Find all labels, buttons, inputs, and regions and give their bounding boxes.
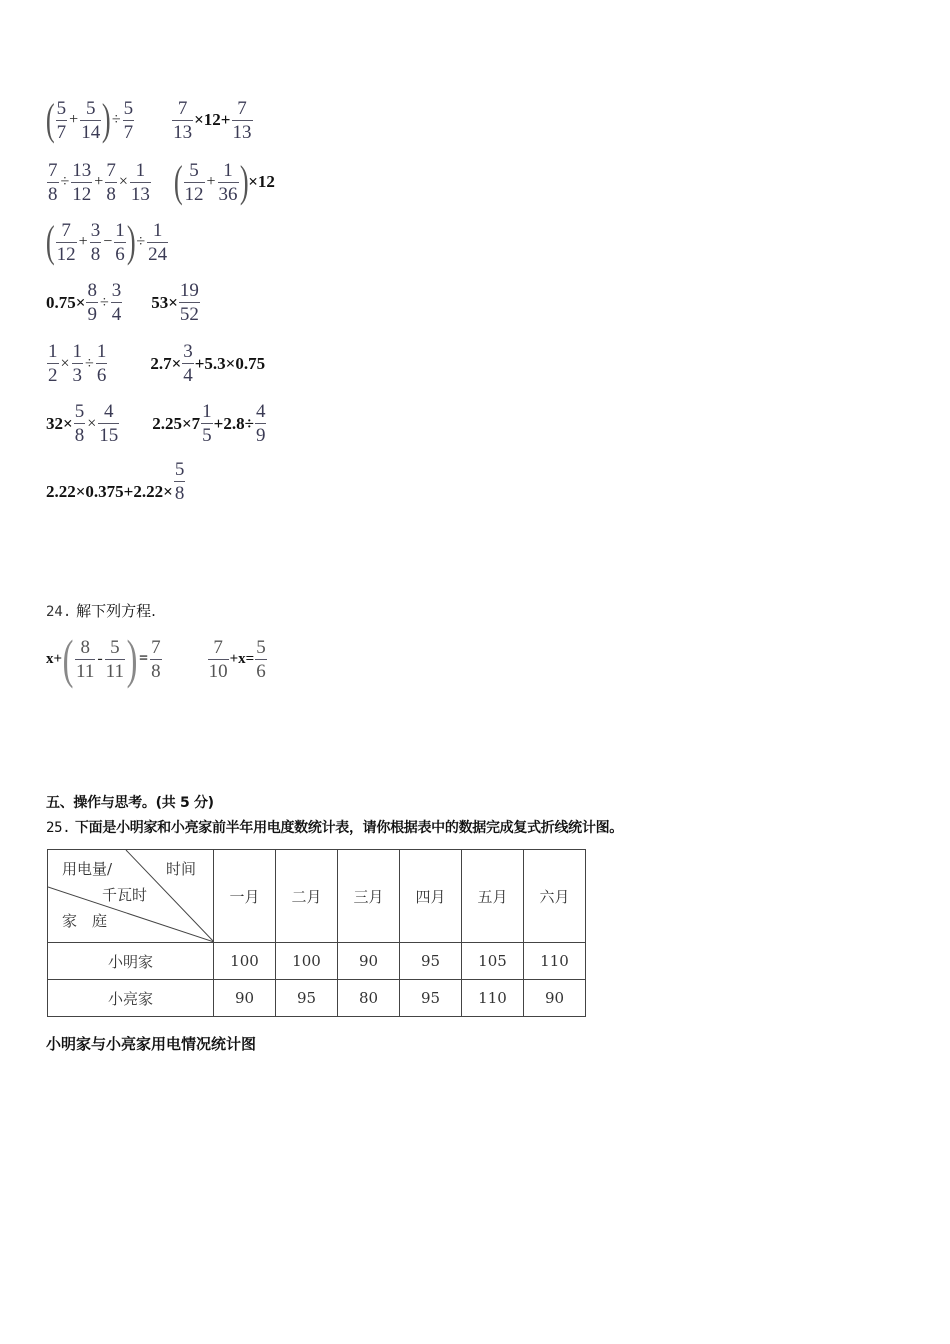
denominator: 13	[232, 121, 252, 143]
numerator: 7	[48, 159, 58, 181]
left-paren: (	[62, 629, 74, 689]
numerator: 4	[255, 401, 266, 422]
expression-text: 2.7×	[150, 353, 182, 373]
denominator: 7	[123, 121, 134, 143]
numerator: 1	[223, 159, 233, 181]
numerator: 1	[135, 159, 146, 181]
expression-5a	[46, 342, 108, 385]
fraction	[98, 402, 119, 445]
numerator: 3	[111, 280, 122, 301]
denominator: 11	[76, 660, 95, 682]
denominator: 8	[174, 483, 185, 504]
fraction	[47, 342, 59, 385]
header-label-unit: 千瓦时	[102, 886, 148, 904]
fraction	[255, 402, 267, 445]
expression-text: +5.3×0.75	[194, 353, 266, 373]
denominator: 11	[105, 660, 124, 682]
expression-text: 2.22×0.375+2.22×	[46, 481, 173, 501]
operator: -	[97, 650, 103, 667]
operator: ×	[60, 354, 70, 372]
problem-row-4	[46, 281, 201, 324]
numerator: 7	[151, 636, 161, 658]
expression-1a	[45, 95, 135, 144]
denominator: 9	[255, 425, 266, 446]
numerator: 5	[174, 459, 185, 480]
fraction	[201, 402, 213, 445]
fraction	[174, 460, 186, 503]
numerator: 5	[189, 159, 199, 181]
numerator: 7	[61, 219, 71, 241]
month-header: 六月	[524, 850, 586, 943]
right-paren: )	[126, 629, 138, 689]
question-text: 解下列方程.	[76, 602, 156, 620]
numerator: 4	[103, 401, 114, 422]
numerator: 3	[90, 219, 101, 241]
table-cell: 100	[276, 943, 338, 980]
equation-1	[46, 629, 163, 689]
month-header: 一月	[214, 850, 276, 943]
month-header: 三月	[338, 850, 400, 943]
table-cell: 100	[214, 943, 276, 980]
expression-text: 32×	[46, 413, 73, 433]
numerator: 7	[213, 636, 223, 658]
fraction	[47, 161, 59, 204]
question-text: 下面是小明家和小亮家前半年用电度数统计表，请你根据表中的数据完成复式折线统计图。	[74, 820, 623, 836]
operator: ×	[87, 414, 97, 432]
expression-4a	[46, 281, 123, 324]
fraction	[147, 221, 168, 264]
expression-text: x+	[46, 650, 63, 667]
question-25-text	[46, 817, 623, 837]
fraction	[105, 638, 125, 681]
fraction	[56, 221, 77, 264]
problem-row-3	[45, 217, 169, 266]
question-24-title	[46, 600, 156, 621]
fraction	[90, 221, 102, 264]
expression-6b	[152, 402, 267, 445]
denominator: 13	[173, 121, 193, 143]
denominator: 4	[183, 365, 193, 386]
denominator: 6	[256, 660, 266, 682]
expression-5b	[150, 342, 265, 385]
operator: ÷	[85, 354, 94, 372]
numerator: 5	[256, 636, 266, 658]
denominator: 8	[106, 183, 116, 205]
right-paren: )	[102, 95, 111, 144]
table-cell: 80	[338, 980, 400, 1017]
numerator: 13	[72, 159, 92, 181]
numerator: 8	[80, 636, 90, 658]
operator: ÷	[136, 233, 146, 250]
section-5-title: 五、操作与思考。(共 5 分)	[46, 795, 214, 811]
fraction	[111, 281, 123, 324]
equation-row	[46, 629, 268, 689]
denominator: 6	[115, 243, 125, 265]
numerator: 7	[177, 97, 188, 119]
fraction	[130, 161, 151, 204]
operator: +	[69, 111, 79, 128]
header-label-time: 时间	[166, 860, 197, 878]
table-cell: 90	[214, 980, 276, 1017]
equation-2	[207, 638, 268, 681]
denominator: 4	[111, 304, 122, 325]
left-paren: (	[173, 157, 183, 206]
denominator: 8	[48, 183, 58, 205]
fraction	[114, 221, 126, 264]
fraction	[184, 161, 205, 204]
equals-sign: =	[138, 650, 149, 667]
expression-text: 53×	[151, 292, 178, 312]
table-cell: 95	[400, 980, 462, 1017]
numerator: 7	[106, 159, 116, 181]
problem-row-5	[46, 342, 265, 385]
fraction	[208, 638, 229, 681]
expression-2b	[173, 157, 275, 206]
expression-4b	[151, 281, 201, 324]
right-paren: )	[126, 217, 136, 266]
family-name: 小明家	[48, 943, 214, 980]
fraction	[232, 99, 253, 142]
denominator: 8	[151, 660, 161, 682]
numerator: 1	[202, 401, 212, 422]
table-cell: 90	[524, 980, 586, 1017]
operator: ×	[118, 173, 128, 190]
fraction	[179, 281, 200, 324]
numerator: 5	[123, 97, 134, 119]
month-header: 四月	[400, 850, 462, 943]
table-cell: 110	[462, 980, 524, 1017]
numerator: 5	[56, 97, 67, 119]
numerator: 1	[96, 341, 107, 362]
header-label-usage: 用电量/	[62, 860, 113, 878]
denominator: 8	[74, 425, 85, 446]
fraction	[74, 402, 86, 445]
fraction	[96, 342, 108, 385]
expression-2a	[46, 161, 152, 204]
operator: +	[94, 173, 104, 190]
fraction	[86, 281, 98, 324]
denominator: 7	[56, 121, 67, 143]
operator: +	[206, 173, 216, 190]
table-cell: 105	[462, 943, 524, 980]
table-cell: 95	[400, 943, 462, 980]
numerator: 3	[183, 341, 193, 362]
numerator: 8	[87, 280, 97, 301]
left-paren: (	[45, 95, 55, 144]
fraction	[71, 161, 92, 204]
denominator: 2	[48, 365, 58, 386]
expression-text: 2.25×7	[152, 413, 201, 433]
table-cell: 110	[524, 943, 586, 980]
problem-row-7	[46, 460, 186, 503]
question-number: 25.	[46, 820, 71, 836]
numerator: 19	[179, 280, 199, 301]
expression-7a	[46, 460, 186, 503]
fraction	[123, 99, 135, 142]
operator: −	[103, 233, 113, 250]
header-label-family: 家 庭	[62, 912, 108, 930]
family-name: 小亮家	[48, 980, 214, 1017]
numerator: 5	[74, 401, 85, 422]
expression-3a	[45, 217, 169, 266]
denominator: 6	[96, 365, 107, 386]
denominator: 12	[72, 183, 92, 205]
table-cell: 90	[338, 943, 400, 980]
numerator: 5	[110, 636, 120, 658]
denominator: 8	[90, 243, 101, 265]
numerator: 1	[152, 219, 163, 241]
electricity-usage-table	[47, 849, 586, 1017]
denominator: 5	[202, 425, 212, 446]
denominator: 3	[72, 365, 83, 386]
denominator: 13	[130, 183, 150, 205]
expression-6a	[46, 402, 120, 445]
chart-title: 小明家与小亮家用电情况统计图	[46, 1035, 257, 1053]
expression-1b	[171, 99, 253, 142]
fraction	[75, 638, 95, 681]
fraction	[56, 99, 68, 142]
denominator: 24	[148, 243, 168, 265]
denominator: 12	[56, 243, 76, 265]
numerator: 5	[85, 97, 96, 119]
fraction	[172, 99, 193, 142]
fraction	[182, 342, 194, 385]
month-header: 二月	[276, 850, 338, 943]
numerator: 7	[237, 97, 247, 119]
table-row	[48, 943, 586, 980]
expression-text: +x=	[229, 650, 255, 667]
question-number: 24.	[46, 604, 72, 620]
problem-row-1	[45, 95, 254, 144]
problem-row-2	[46, 157, 275, 206]
fraction	[218, 161, 239, 204]
fraction	[105, 161, 117, 204]
denominator: 9	[87, 304, 97, 325]
right-paren: )	[239, 157, 249, 206]
table-row	[48, 980, 586, 1017]
denominator: 52	[179, 304, 199, 325]
operator: ÷	[99, 293, 109, 311]
numerator: 1	[48, 341, 58, 362]
expression-text: +2.8÷	[213, 413, 254, 433]
diagonal-header-cell	[48, 850, 214, 943]
denominator: 10	[208, 660, 228, 682]
denominator: 15	[99, 425, 119, 446]
denominator: 12	[184, 183, 204, 205]
table-cell: 95	[276, 980, 338, 1017]
operator: ÷	[60, 173, 70, 190]
fraction	[255, 638, 267, 681]
fraction	[150, 638, 162, 681]
expression-text: ×12+	[194, 110, 231, 129]
operator: ÷	[111, 111, 121, 128]
left-paren: (	[45, 217, 55, 266]
problem-row-6	[46, 402, 267, 445]
denominator: 14	[81, 121, 101, 143]
fraction	[80, 99, 101, 142]
denominator: 36	[218, 183, 238, 205]
expression-text: 0.75×	[46, 292, 86, 312]
expression-text: ×12	[248, 172, 275, 191]
table-header-row	[48, 850, 586, 943]
operator: +	[78, 233, 88, 250]
month-header: 五月	[462, 850, 524, 943]
numerator: 1	[115, 219, 125, 241]
numerator: 1	[72, 341, 83, 362]
fraction	[72, 342, 84, 385]
